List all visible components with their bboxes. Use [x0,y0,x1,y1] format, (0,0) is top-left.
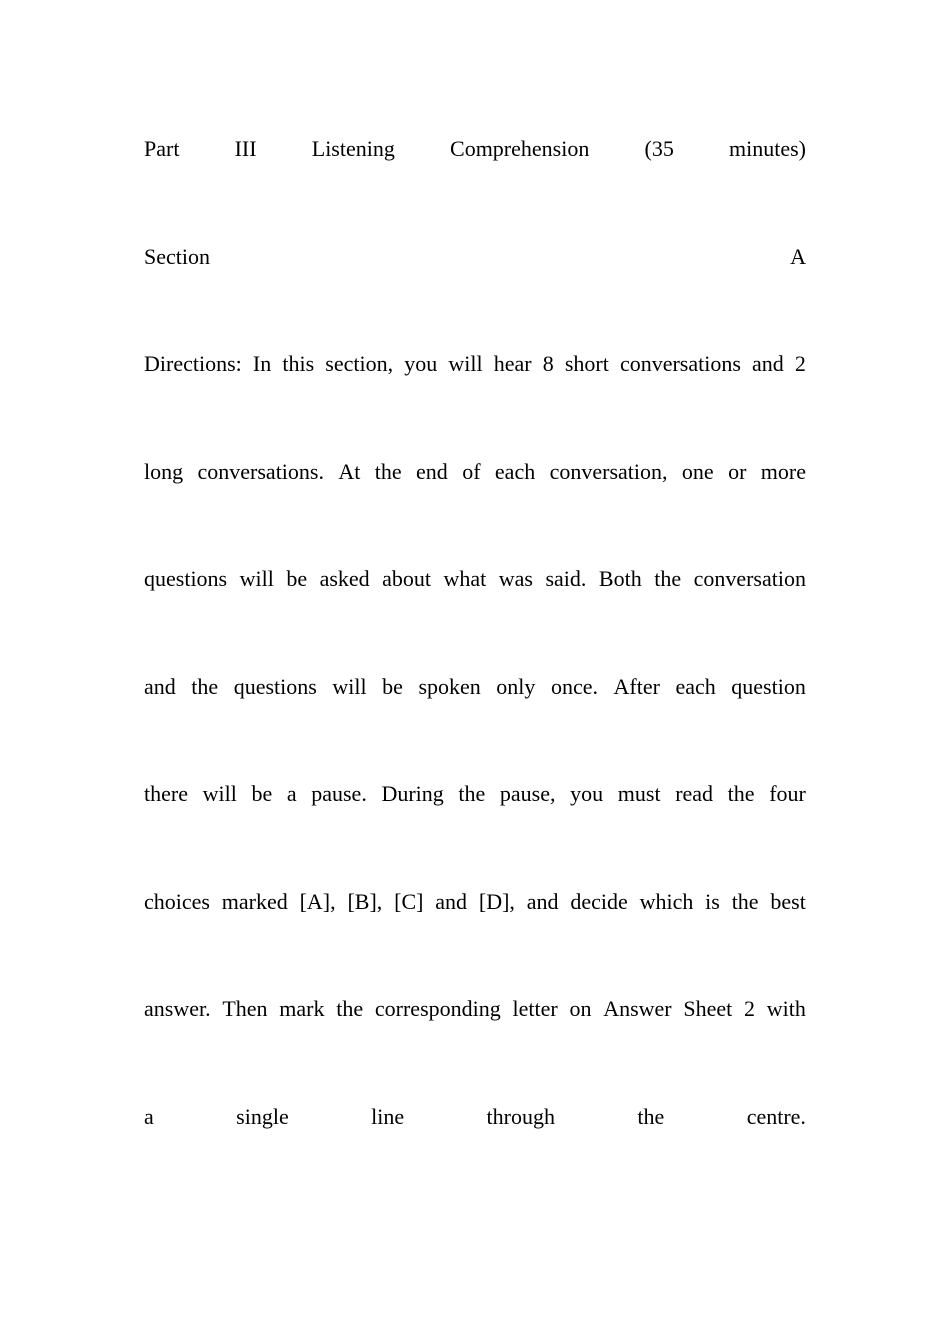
word: a [144,1104,154,1129]
word: you [570,781,604,806]
word: section, [325,351,394,376]
word: Comprehension [450,136,590,161]
word: what [443,566,487,591]
word: the [637,1104,665,1129]
word: [A], [299,889,336,914]
word: and [435,889,468,914]
word: each [675,674,716,699]
word: the [654,566,682,591]
word: A [790,244,806,269]
word: be [251,781,273,806]
word: was [498,566,533,591]
word: be [382,674,403,699]
word: Part [144,136,180,161]
word: which [639,889,694,914]
word: is [705,889,720,914]
word: answer. [144,996,211,1021]
word: and [144,674,176,699]
word: one [681,459,714,484]
word: Listening [311,136,395,161]
word: conversations. [197,459,324,484]
word: read [675,781,714,806]
word: question [731,674,806,699]
word: the [731,889,759,914]
word: mark [279,996,325,1021]
word: the [727,781,755,806]
heading-part-line [144,135,806,163]
word: the [374,459,402,484]
word: pause. [311,781,367,806]
word: the [458,781,486,806]
word: [D], [478,889,515,914]
word: hear [493,351,532,376]
word: conversation, [549,459,668,484]
word: Directions: [144,351,242,376]
directions-line-8 [144,1103,806,1131]
word: will [239,566,274,591]
directions-line-1 [144,350,806,378]
word: through [486,1104,555,1129]
word: and [752,351,784,376]
word: After [613,674,660,699]
word: you [404,351,438,376]
word: corresponding [374,996,501,1021]
word: Section [144,244,210,269]
word: spoken [418,674,481,699]
word: Sheet [683,996,733,1021]
word: Both [598,566,642,591]
directions-line-2 [144,458,806,486]
word: long [144,459,184,484]
word: At [338,459,361,484]
word: the [191,674,219,699]
word: the [336,996,364,1021]
word: with [766,996,806,1021]
word: centre. [746,1104,806,1129]
word: said. [545,566,587,591]
word: conversations [619,351,741,376]
word: (35 [644,136,674,161]
word: marked [221,889,288,914]
word: line [371,1104,405,1129]
word: minutes) [728,136,806,161]
word: conversation [693,566,806,591]
word: a [286,781,297,806]
word: be [286,566,308,591]
directions-line-5 [144,780,806,808]
word: must [617,781,661,806]
word: Answer [603,996,672,1021]
word: will [332,674,367,699]
word: 8 [542,351,554,376]
word: this [282,351,315,376]
word: on [569,996,592,1021]
word: In [252,351,272,376]
directions-line-7 [144,995,806,1023]
word: there [144,781,188,806]
word: decide [570,889,628,914]
word: III [234,136,257,161]
word: each [494,459,536,484]
word: best [770,889,806,914]
word: will [202,781,237,806]
word: or [728,459,747,484]
word: 2 [744,996,756,1021]
word: and [526,889,559,914]
word: Then [222,996,268,1021]
word: short [564,351,609,376]
word: about [382,566,432,591]
word: 2 [794,351,806,376]
word: questions [144,566,228,591]
word: asked [319,566,370,591]
word: will [448,351,483,376]
word: only [496,674,536,699]
word: end [416,459,448,484]
word: four [769,781,806,806]
directions-line-4 [144,673,806,701]
word: choices [144,889,210,914]
word: letter [512,996,558,1021]
word: single [236,1104,289,1129]
word: [C] [394,889,424,914]
word: [B], [347,889,383,914]
directions-line-6 [144,888,806,916]
word: once. [550,674,598,699]
directions-line-3 [144,565,806,593]
word: pause, [499,781,556,806]
heading-section-line [144,243,806,271]
word: questions [233,674,317,699]
word: more [760,459,806,484]
word: During [381,781,444,806]
word: of [462,459,481,484]
